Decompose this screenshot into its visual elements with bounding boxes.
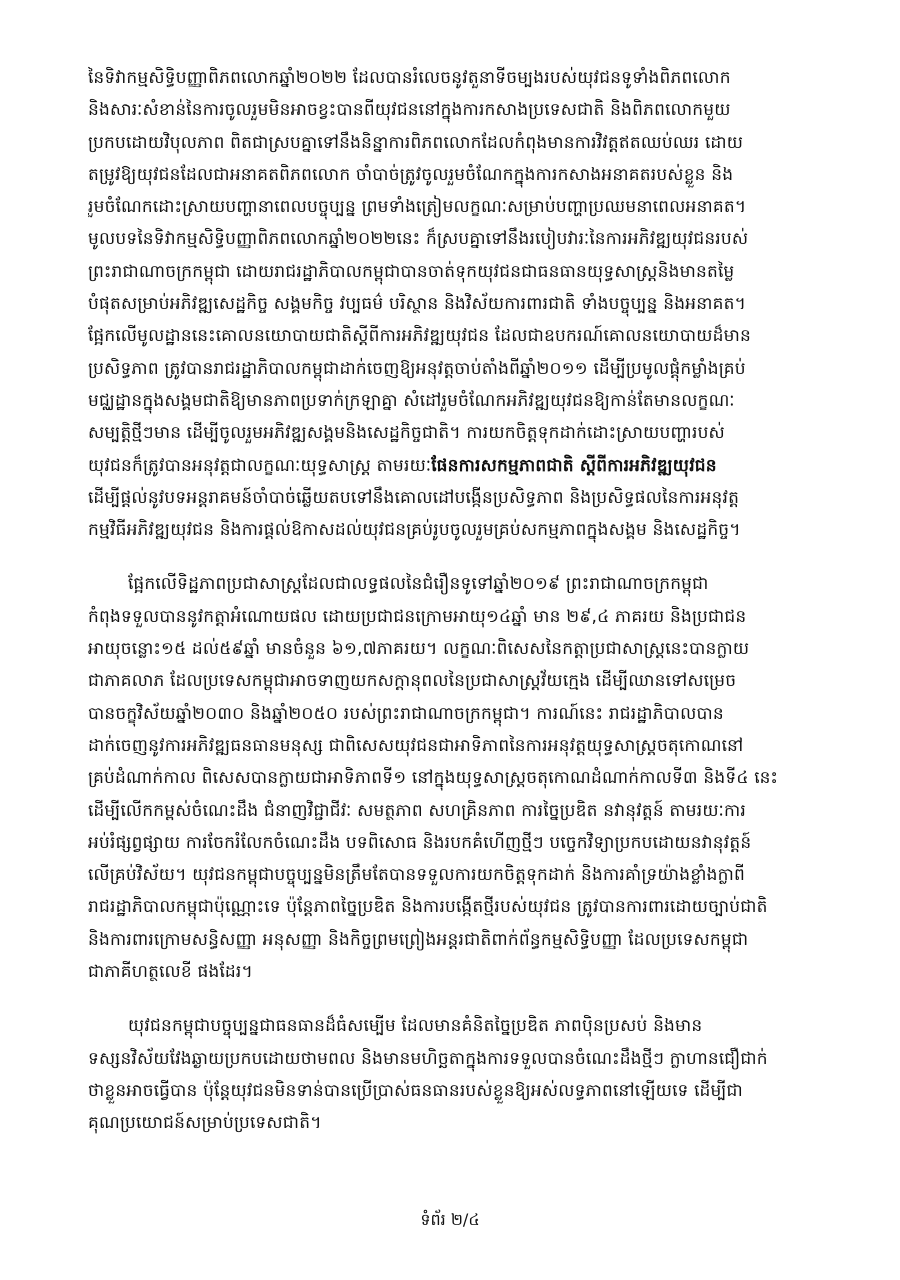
text-line: ដើម្បីផ្តល់នូវបទអន្តរាគមន៍ចាំបាច់ឆ្លើយតបទៅនឹងគោលដៅបង្កើនប្រសិទ្ធភាព និងប្រសិទ្ធផលនៃការអនុវត្ត [88,487,740,508]
text-line: និងការពារក្រោមសន្ធិសញ្ញា អនុសញ្ញា និងកិច្ចព្រមព្រៀងអន្តរជាតិពាក់ព័ន្ធកម្មសិទ្ធិបញ្ញា ដែលប្រទេសកម្ពុជា [88,929,749,950]
text-line: និងសារៈសំខាន់នៃការចូលរួមមិនអាចខ្វះបានពីយុវជននៅក្នុងការកសាងប្រទេសជាតិ និងពិភពលោកមួយ [88,100,731,121]
text-line: គ្រប់ដំណាក់កាល ពិសេសបានក្លាយជាអាទិភាពទី១ នៅក្នុងយុទ្ធសាស្ត្រចតុកោណដំណាក់កាលទី៣ និងទី៤ នេះ [88,768,779,789]
text-line: បំផុតសម្រាប់អភិវឌ្ឍសេដ្ឋកិច្ច សង្គមកិច្ច វប្បធម៌ បរិស្ថាន និងវិស័យការពារជាតិ ទាំងបច្ចុប្បន្ន និងអនាគត។ [88,294,746,315]
text-line: រាជរដ្ឋាភិបាលកម្ពុជាប៉ុណ្ណោះទេ ប៉ុន្តែភាពច្នៃប្រឌិត និងការបង្កើតថ្មីរបស់យុវជន ត្រូវបានការពារដោយច្បាប់ជាតិ [88,897,768,918]
text-line: អាយុចន្លោះ១៥ ដល់៥៩ឆ្នាំ មានចំនួន ៦១,៧ភាគរយ។ លក្ខណៈពិសេសនៃកត្តាប្រជាសាស្ត្រនេះបានក្លាយ [88,639,750,660]
paragraph [88,62,824,546]
text-line: រួមចំណែកដោះស្រាយបញ្ហានាពេលបច្ចុប្បន្ន ព្រមទាំងត្រៀមលក្ខណៈសម្រាប់បញ្ហាប្រឈមនាពេលអនាគត។ [88,197,747,218]
page-number: ទំព័រ ២/៤ [420,1210,480,1229]
text-segment: យុវជនក៏ត្រូវបានអនុវត្តជាលក្ខណៈយុទ្ធសាស្ត្រ តាមរយៈ [88,455,432,476]
text-line: ដើម្បីលើកកម្ពស់ចំណេះដឹង ជំនាញវិជ្ជាជីវៈ សមត្ថភាព សហគ្រិនភាព ការច្នៃប្រឌិត នវានុវត្តន៍ តាមរយៈការ [88,800,746,821]
text-line: មូលបទនៃទិវាកម្មសិទ្ធិបញ្ញាពិភពលោកឆ្នាំ២០២២នេះ ក៏ស្របគ្នាទៅនឹងរបៀបវារៈនៃការអភិវឌ្ឍយុវជនរបស់ [88,229,749,250]
text-line: ផ្អែកលើទិដ្ឋភាពប្រជាសាស្ត្រដែលជាលទ្ធផលនៃជំរឿនទូទៅឆ្នាំ២០១៩ ព្រះរាជាណាចក្រកម្ពុជា [128,574,709,595]
text-line: លើគ្រប់វិស័យ។ យុវជនកម្ពុជាបច្ចុប្បន្នមិនត្រឹមតែបានទទួលការយកចិត្តទុកដាក់ និងការគាំទ្រយ៉ាងខ្លាំងក្លាពី [88,865,745,886]
text-line: ជាភាគលាភ ដែលប្រទេសកម្ពុជាអាចទាញយកសក្តានុពលនៃប្រជាសាស្ត្រវ័យក្មេង ដើម្បីឈានទៅសម្រេច [88,671,737,692]
text-line: កំពុងទទួលបាននូវកត្តាអំណោយផល ដោយប្រជាជនក្រោមអាយុ១៤ឆ្នាំ មាន ២៩,៤ ភាគរយ និងប្រជាជន [88,606,747,627]
text-line: ប្រសិទ្ធភាព ត្រូវបានរាជរដ្ឋាភិបាលកម្ពុជាដាក់ចេញឱ្យអនុវត្តចាប់តាំងពីឆ្នាំ២០១១ ដើម្បីប្រមូលផ្តុំកម្លាំងគ្រប់ [88,358,746,379]
bold-text-segment: ផែនការសកម្មភាពជាតិ ស្តីពីការអភិវឌ្ឍយុវជន [431,455,717,476]
text-line: អប់រំផ្សព្វផ្សាយ ការចែករំលែកចំណេះដឹង បទពិសោធ និងរបកគំហើញថ្មីៗ បច្ចេកវិទ្យាប្រកបដោយនវានុវត្តន៍ [88,832,752,853]
paragraph [88,1010,824,1139]
text-line: នៃទិវាកម្មសិទ្ធិបញ្ញាពិភពលោកឆ្នាំ២០២២ ដែលបានរំលេចនូវតួនាទីចម្បងរបស់យុវជនទូទាំងពិភពលោក [88,68,731,88]
text-line: ទស្សនវិស័យវែងឆ្ងាយប្រកបដោយថាមពល និងមានមហិច្ឆតាក្នុងការទទួលបានចំណេះដឹងថ្មីៗ ក្លាហានជឿជាក់ [88,1048,768,1069]
text-line: ដាក់ចេញនូវការអភិវឌ្ឍធនធានមនុស្ស ជាពិសេសយុវជនជាអាទិភាពនៃការអនុវត្តយុទ្ធសាស្ត្រចតុកោណនៅ [88,735,744,756]
text-line: ផ្អែកលើមូលដ្ឋាននេះគោលនយោបាយជាតិស្តីពីការអភិវឌ្ឍយុវជន ដែលជាឧបករណ៍គោលនយោបាយដ៏មាន [88,326,751,347]
text-line: ប្រកបដោយវិបុលភាព ពិតជាស្របគ្នាទៅនឹងនិន្នាការពិភពលោកដែលកំពុងមានការវិវត្តឥតឈប់ឈរ ដោយ [88,132,744,153]
text-line: យុវជនកម្ពុជាបច្ចុប្បន្នជាធនធានដ៏ធំសម្បើម ដែលមានគំនិតច្នៃប្រឌិត ភាពប៉ិនប្រសប់ និងមាន [128,1016,703,1037]
text-line: កម្មវិធីអភិវឌ្ឍយុវជន និងការផ្តល់ឱកាសដល់យុវជនគ្រប់រូបចូលរួមគ្រប់សកម្មភាពក្នុងសង្គម និងសេដ្ឋកិច្ច។ [88,520,741,541]
text-line: បានចក្ខុវិស័យឆ្នាំ២០៣០ និងឆ្នាំ២០៥០ របស់ព្រះរាជាណាចក្រកម្ពុជា។ ការណ៍នេះ រាជរដ្ឋាភិបាលបាន [88,703,724,724]
document-body [88,62,824,1140]
text-line: ជាភាគីហត្ថលេខី ផងដែរ។ [88,962,253,983]
text-line: ព្រះរាជាណាចក្រកម្ពុជា ដោយរាជរដ្ឋាភិបាលកម្ពុជាបានចាត់ទុកយុវជនជាធនធានយុទ្ធសាស្ត្រនិងមានតម្លៃ [88,261,735,282]
text-line: មជ្ឈដ្ឋានក្នុងសង្គមជាតិឱ្យមានភាពប្រទាក់ក្រឡាគ្នា សំដៅរួមចំណែកអភិវឌ្ឍយុវជនឱ្យកាន់តែមានលក្ខណៈ [88,390,735,411]
text-line: ថាខ្លួនអាចធ្វើបាន ប៉ុន្តែយុវជនមិនទាន់បានប្រើប្រាស់ធនធានរបស់ខ្លួនឱ្យអស់លទ្ធភាពនៅឡើយទេ ដើម្បីជា [88,1080,743,1101]
paragraph [88,568,824,988]
text-line: សម្បត្តិថ្មីៗមាន ដើម្បីចូលរួមអភិវឌ្ឍសង្គមនិងសេដ្ឋកិច្ចជាតិ។ ការយកចិត្តទុកដាក់ដោះស្រាយបញ្ហារបស់ [88,423,725,444]
text-line: គុណប្រយោជន៍សម្រាប់ប្រទេសជាតិ។ [88,1113,322,1134]
text-line [88,450,824,482]
text-line: តម្រូវឱ្យយុវជនដែលជាអនាគតពិភពលោក ចាំបាច់ត្រូវចូលរួមចំណែកក្នុងការកសាងអនាគតរបស់ខ្លួន និង [88,164,734,185]
